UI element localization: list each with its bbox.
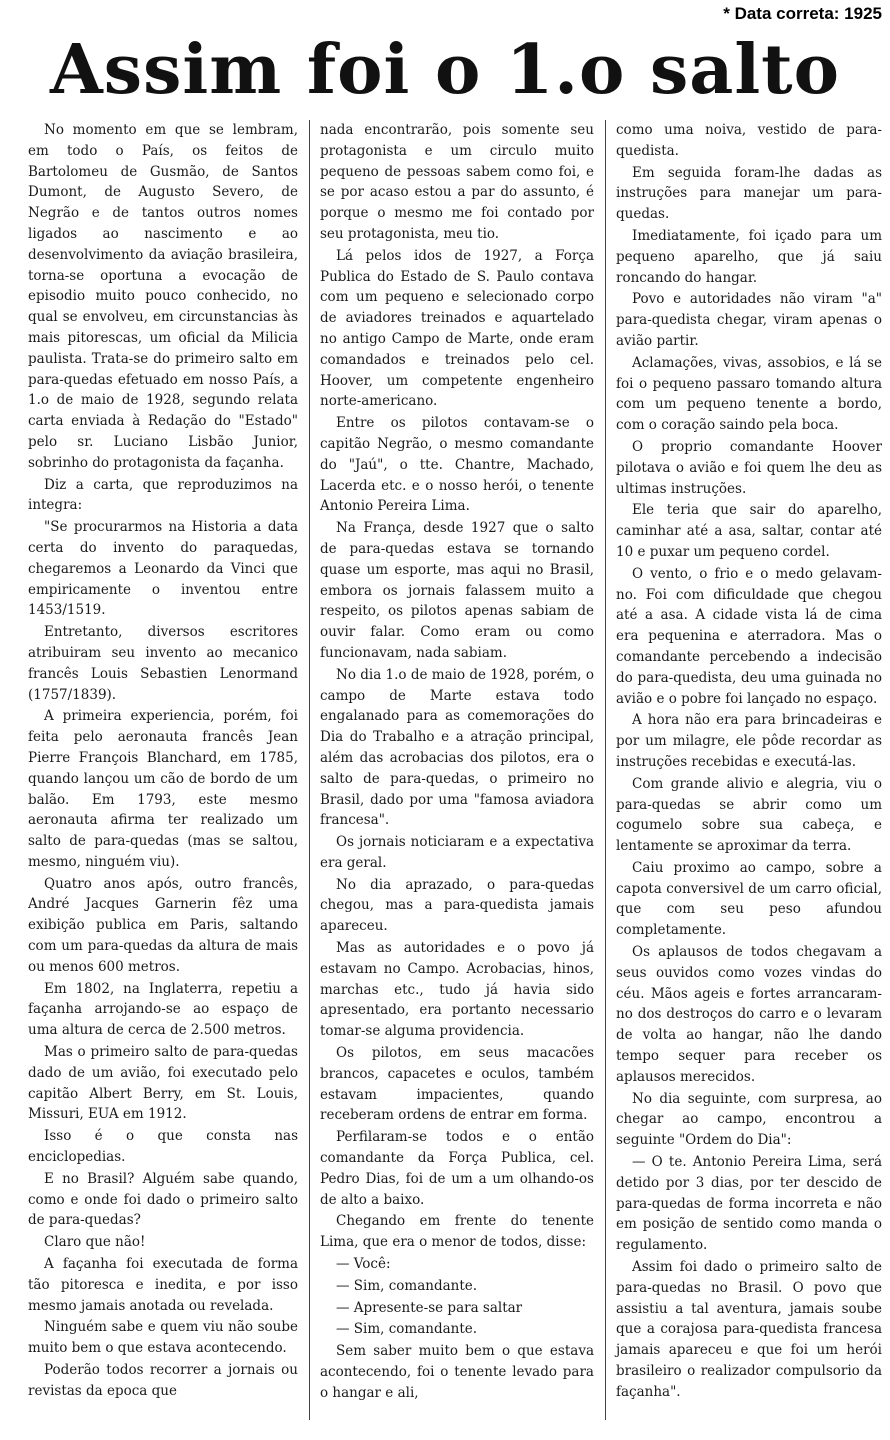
article-paragraph: Entre os pilotos contavam-se o capitão Negrão, o mesmo comandante do "Jaú", o tte. Chantre, Machado, Lacerda etc. e o nosso herói, o tenente Antonio Pereira Lima. <box>320 415 594 515</box>
article-paragraph: Em seguida foram-lhe dadas as instruções para manejar um para-quedas. <box>616 164 882 223</box>
article-paragraph: — Sim, comandante. <box>336 1321 478 1338</box>
article-paragraph: Diz a carta, que reproduzimos na integra: <box>28 476 298 514</box>
article-paragraph: Aclamações, vivas, assobios, e lá se foi o pequeno passaro tomando altura com um pequeno tenente a bordo, com o coração saindo pela boca. <box>616 354 882 434</box>
article-paragraph: A façanha foi executada de forma tão pitoresca e inedita, e por isso mesmo jamais anotada ou revelada. <box>28 1256 298 1314</box>
column-1 <box>28 120 304 1420</box>
article-paragraph: Imediatamente, foi içado para um pequeno aparelho, que já saiu roncando do hangar. <box>616 227 882 286</box>
article-paragraph: Ele teria que sair do aparelho, caminhar até a asa, saltar, contar até 10 e puxar um pequeno cordel. <box>616 502 882 560</box>
article-paragraph: No dia aprazado, o para-quedas chegou, mas a para-quedista jamais apareceu. <box>320 876 594 935</box>
article-paragraph: A hora não era para brincadeiras e por um milagre, ele pôde recordar as instruções recebidas e executá-las. <box>616 712 882 770</box>
article-paragraph: Assim foi dado o primeiro salto de para-quedas no Brasil. O povo que assistiu a tal aventura, jamais soube que a corajosa para-quedista francesa jamais apareceu e que foi um herói brasileiro o realizador compulsorio da façanha". <box>616 1259 882 1400</box>
article-paragraph: Sem saber muito bem o que estava acontecendo, foi o tenente levado para o hangar e ali, <box>320 1343 594 1401</box>
article-paragraph: O proprio comandante Hoover pilotava o avião e foi quem lhe deu as ultimas instruções. <box>616 438 882 497</box>
article-paragraph: Os jornais noticiaram e a expectativa era geral. <box>320 834 594 871</box>
article-paragraph: Entretanto, diversos escritores atribuiram seu invento ao mecanico francês Louis Sebastien Lenormand (1757/1839). <box>28 624 298 703</box>
article-paragraph: Isso é o que consta nas enciclopedias. <box>28 1128 298 1166</box>
article-paragraph: Os aplausos de todos chegavam a seus ouvidos como vozes vindas do céu. Mãos ageis e fortes arrancaram-no dos destroços do carro e o levaram de volta ao hangar, não lhe dando tempo sequer para receber os aplausos merecidos. <box>616 944 882 1085</box>
article-paragraph: A primeira experiencia, porém, foi feita pelo aeronauta francês Jean Pierre François Blanchard, em 1785, quando lançou um cão de bordo de um balão. Em 1793, este mesmo aeronauta afirma ter realizado um salto de para-quedas (mas se saltou, mesmo, ninguém viu). <box>28 708 298 870</box>
article-paragraph: Caiu proximo ao campo, sobre a capota conversivel de um carro oficial, que com seu peso afundou completamente. <box>616 859 882 939</box>
article-paragraph: Com grande alivio e alegria, viu o para-quedas se abrir como um cogumelo sobre sua cabeça, e lentamente se aproximar da terra. <box>616 775 882 855</box>
column-divider <box>605 120 606 1420</box>
article-headline: Assim foi o 1.o salto <box>50 30 840 110</box>
article-paragraph: — Apresente-se para saltar <box>336 1299 523 1316</box>
article-paragraph: E no Brasil? Alguém sabe quando, como e onde foi dado o primeiro salto de para-quedas? <box>28 1170 298 1229</box>
article-paragraph: Mas o primeiro salto de para-quedas dado de um avião, foi executado pelo capitão Albert Berry, em St. Louis, Missuri, EUA em 1912. <box>28 1044 298 1123</box>
article-paragraph: Mas as autoridades e o povo já estavam no Campo. Acrobacias, hinos, marchas etc., tudo já havia sido apresentado, era portanto necessario tomar-se alguma providencia. <box>320 940 594 1040</box>
article-paragraph: Lá pelos idos de 1927, a Força Publica do Estado de S. Paulo contava com um pequeno e selecionado corpo de aviadores treinados e aquartelado no antigo Campo de Marte, onde eram comandados e treinados pelo cel. Hoover, um competente engenheiro norte-americano. <box>320 247 594 410</box>
article-paragraph: nada encontrarão, pois somente seu protagonista e um circulo muito pequeno de pessoas sabem como foi, e se por acaso estou a par do assunto, é porque o mesmo me foi contado por seu protagonista, meu tio. <box>320 122 594 242</box>
article-body <box>28 120 882 1420</box>
article-paragraph: "Se procurarmos na Historia a data certa do invento do paraquedas, chegaremos a Leonardo da Vinci que empiricamente o inventou entre 1453/1519. <box>28 519 298 619</box>
article-paragraph: Quatro anos após, outro francês, André Jacques Garnerin fêz uma exibição publica em Paris, saltando com um para-quedas da altura de mais ou menos 600 metros. <box>28 875 298 975</box>
column-divider <box>309 120 310 1420</box>
date-correction-note: * Data correta: 1925 <box>723 4 882 23</box>
column-2 <box>314 120 600 1420</box>
article-paragraph: Claro que não! <box>44 1234 146 1251</box>
article-paragraph: No momento em que se lembram, em todo o País, os feitos de Bartolomeu de Gusmão, de Santos Dumont, de Augusto Severo, de Negrão e de tantos outros nomes ligados ao nascimento e ao desenvolvimento da aviação brasileira, torna-se oportuna a evocação de episodio muito pouco conhecido, no qual se envolveu, em circunstancias às mais pitorescas, um oficial da Milicia paulista. Trata-se do primeiro salto em para-quedas efetuado em nosso País, a 1.o de maio de 1928, segundo relata carta enviada à Redação do "Estado" pelo sr. Luciano Lisbão Junior, sobrinho do protagonista da façanha. <box>28 122 298 471</box>
column-3 <box>610 120 882 1420</box>
article-paragraph: Em 1802, na Inglaterra, repetiu a façanha arrojando-se ao espaço de uma altura de cerca de 2.500 metros. <box>28 980 298 1039</box>
article-paragraph: Chegando em frente do tenente Lima, que era o menor de todos, disse: <box>320 1213 594 1251</box>
article-paragraph: Poderão todos recorrer a jornais ou revistas da epoca que <box>28 1362 298 1399</box>
article-paragraph: O vento, o frio e o medo gelavam-no. Foi com dificuldade que chegou até a asa. A cidade vista lá de cima era pequenina e aterradora. Mas o comandante percebendo a indecisão do para-quedista, deu uma guinada no avião e o pobre foi lançado no espaço. <box>616 565 882 707</box>
article-paragraph: — Sim, comandante. <box>336 1277 478 1294</box>
article-paragraph: Na França, desde 1927 que o salto de para-quedas estava se tornando quase um esporte, mas aqui no Brasil, embora os jornais falassem muito a respeito, os pilotos apenas sabiam de ouvir falar. Como eram ou como funcionavam, nada sabiam. <box>320 520 594 661</box>
article-paragraph: — O te. Antonio Pereira Lima, será detido por 3 dias, por ter descido de para-quedas de forma incorreta e não em posição de sentido como manda o regulamento. <box>616 1154 882 1254</box>
article-paragraph: No dia seguinte, com surpresa, ao chegar ao campo, encontrou a seguinte "Ordem do Dia": <box>616 1090 882 1149</box>
article-paragraph: como uma noiva, vestido de para-quedista. <box>616 122 882 159</box>
article-paragraph: Ninguém sabe e quem viu não soube muito bem o que estava acontecendo. <box>28 1319 298 1357</box>
article-paragraph: Os pilotos, em seus macacões brancos, capacetes e oculos, também estavam impacientes, quando receberam ordens de entrar em forma. <box>320 1045 594 1124</box>
article-paragraph: — Você: <box>336 1256 391 1273</box>
article-paragraph: No dia 1.o de maio de 1928, porém, o campo de Marte estava todo engalanado para as comemorações do Dia do Trabalho e a atração principal, além das acrobacias dos pilotos, era o salto de para-quedas, o primeiro no Brasil, dado por uma "famosa aviadora francesa". <box>320 666 594 829</box>
article-paragraph: Povo e autoridades não viram "a" para-quedista chegar, viram apenas o avião partir. <box>616 291 882 349</box>
article-paragraph: Perfilaram-se todos e o então comandante da Força Publica, cel. Pedro Dias, foi de um a um olhando-os de alto a baixo. <box>320 1129 594 1208</box>
